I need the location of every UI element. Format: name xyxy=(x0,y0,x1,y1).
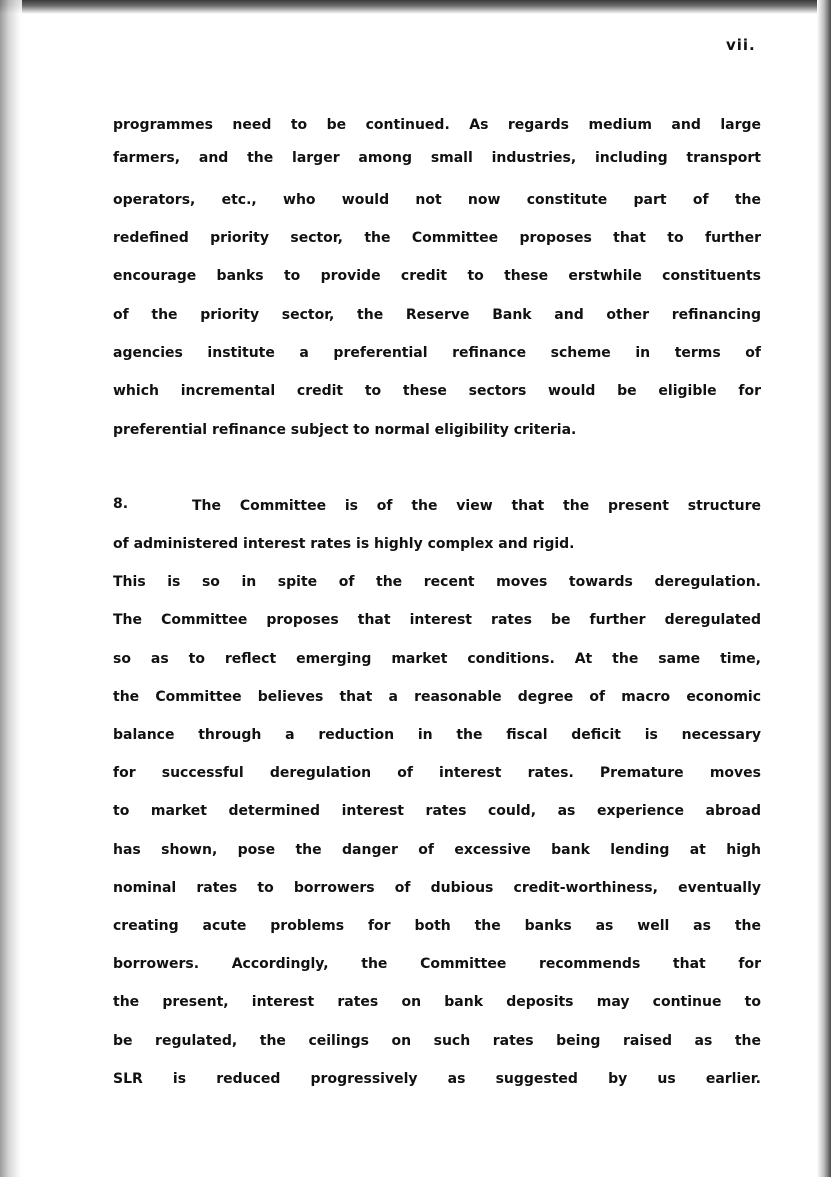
text-line: so as to reflect emerging market conditions. At the same time, xyxy=(113,651,761,667)
text-line: operators, etc., who would not now constitute part of the xyxy=(113,192,761,208)
text-line: of administered interest rates is highly complex and rigid. xyxy=(113,536,575,552)
text-line: for successful deregulation of interest rates. Premature moves xyxy=(113,765,761,781)
text-line: SLR is reduced progressively as suggested by us earlier. xyxy=(113,1071,761,1087)
text-line: which incremental credit to these sectors would be eligible for xyxy=(113,383,761,399)
page-number: vii. xyxy=(726,36,756,54)
text-line: the present, interest rates on bank deposits may continue to xyxy=(113,994,761,1010)
text-line: encourage banks to provide credit to these erstwhile constituents xyxy=(113,268,761,284)
text-line: balance through a reduction in the fiscal deficit is necessary xyxy=(113,727,761,743)
text-line: has shown, pose the danger of excessive bank lending at high xyxy=(113,842,761,858)
scan-left-edge xyxy=(0,0,22,1177)
text-line: This is so in spite of the recent moves towards deregulation. xyxy=(113,574,761,590)
text-line: nominal rates to borrowers of dubious credit-worthiness, eventually xyxy=(113,880,761,896)
paragraph-number: 8. xyxy=(113,496,129,512)
text-line: creating acute problems for both the banks as well as the xyxy=(113,918,761,934)
text-line: borrowers. Accordingly, the Committee recommends that for xyxy=(113,956,761,972)
text-line: farmers, and the larger among small industries, including transport xyxy=(113,150,761,166)
text-line: agencies institute a preferential refinance scheme in terms of xyxy=(113,345,761,361)
text-line: redefined priority sector, the Committee proposes that to further xyxy=(113,230,761,246)
text-line: preferential refinance subject to normal eligibility criteria. xyxy=(113,422,577,438)
text-line: the Committee believes that a reasonable degree of macro economic xyxy=(113,689,761,705)
text-line: to market determined interest rates could, as experience abroad xyxy=(113,803,761,819)
text-line: The Committee is of the view that the present structure xyxy=(192,498,761,514)
text-line: of the priority sector, the Reserve Bank and other refinancing xyxy=(113,307,761,323)
text-line: be regulated, the ceilings on such rates being raised as the xyxy=(113,1033,761,1049)
scan-top-edge xyxy=(0,0,831,14)
text-line: The Committee proposes that interest rates be further deregulated xyxy=(113,612,761,628)
scan-right-edge xyxy=(817,0,831,1177)
text-line: programmes need to be continued. As regards medium and large xyxy=(113,117,761,133)
